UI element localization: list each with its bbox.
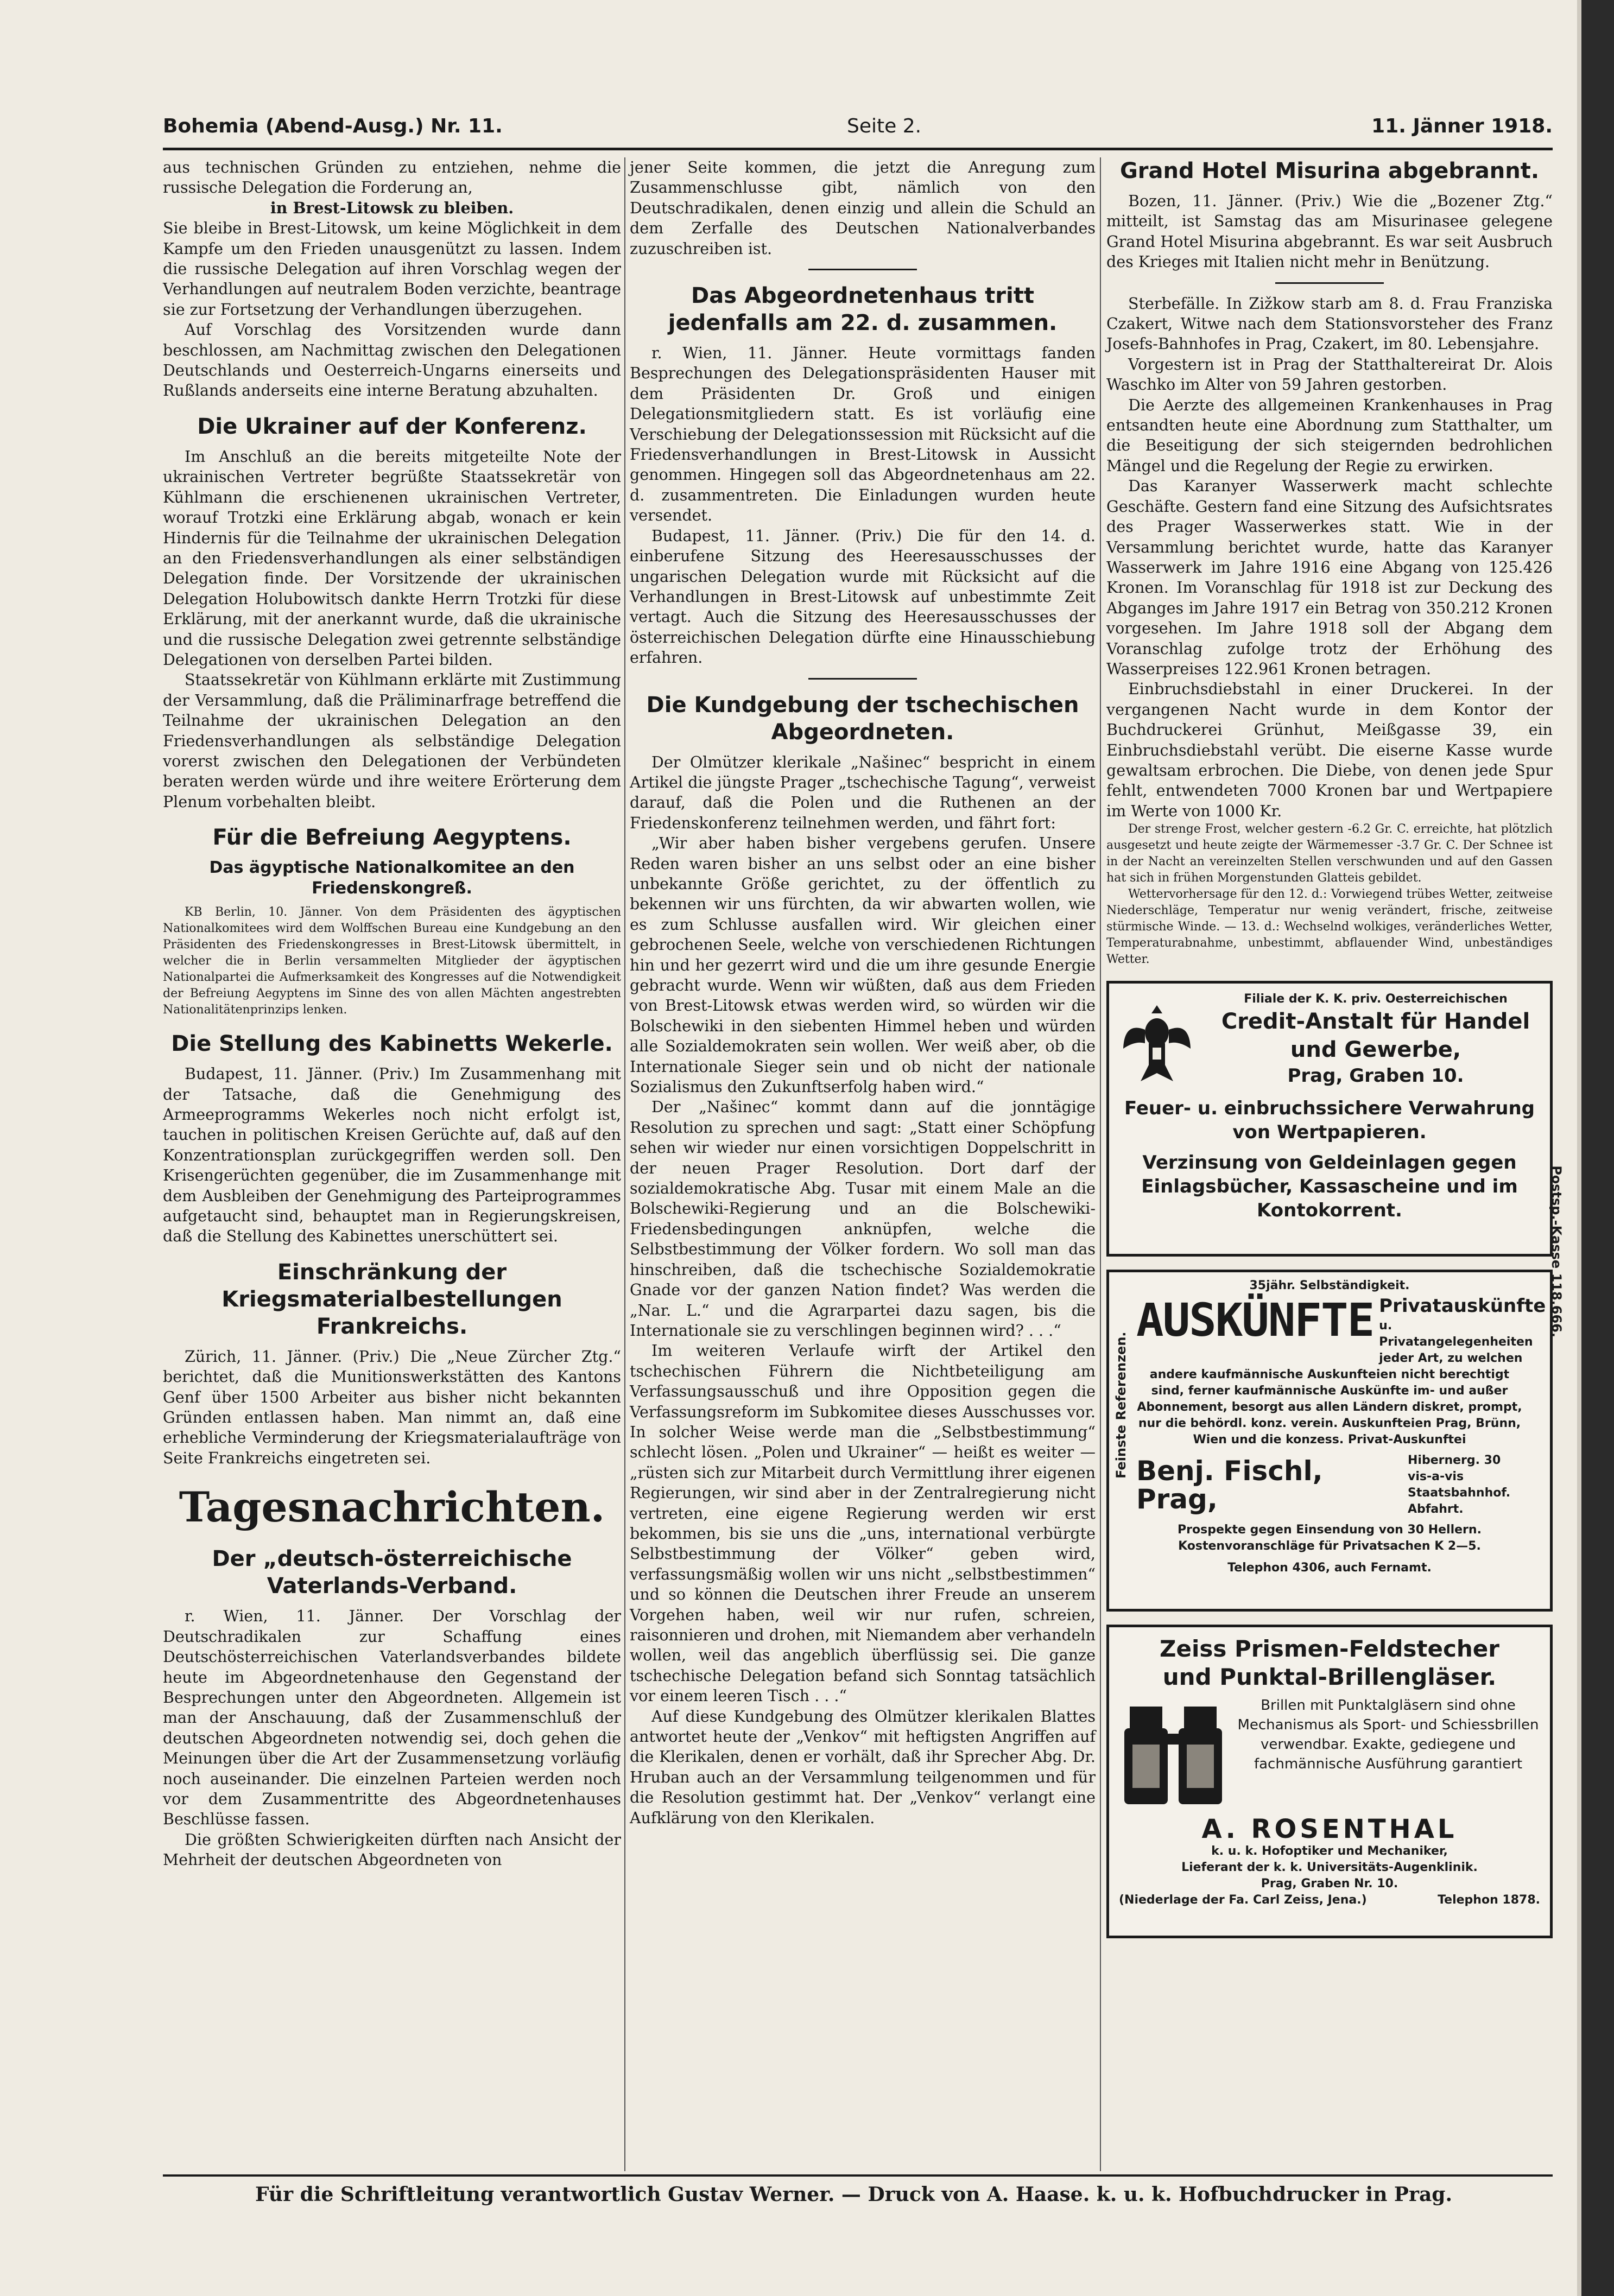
header-page-number: Seite 2. bbox=[847, 115, 922, 137]
ad-line: Filiale der K. K. priv. Oesterreichischen bbox=[1244, 992, 1508, 1006]
ad-line: Lieferant der k. k. Universitäts-Augenklinik. bbox=[1181, 1861, 1478, 1875]
headline-vaterlandsverband: Der „deutsch-österreichische Vaterlands-Verband. bbox=[212, 1546, 572, 1599]
column-2 bbox=[630, 157, 1096, 2171]
headline-abgeordnetenhaus: Das Abgeordnetenhaus tritt jedenfalls am 22. d. zusammen. bbox=[668, 283, 1058, 336]
ad-title: Zeiss Prismen-Feldstecher bbox=[1160, 1635, 1499, 1663]
article-text: Sterbefälle. In Zižkow starb am 8. d. Frau Franziska Czakert, Witwe nach dem Stationsvorsteher des Franz Josefs-Bahnhofes in Prag, Czakert, im 80. Lebensjahre. bbox=[1106, 294, 1553, 353]
article-text: KB Berlin, 10. Jänner. Von dem Präsidenten des ägyptischen Nationalkomitees wird dem Wolffschen Bureau eine Kundgebung an den Präsidenten des Friedenskongresses in Brest-Litowsk übermittelt, in welcher die in Berlin versammelten Mitglieder der ägyptischen Nationalpartei die Aufmerksamkeit des Kongresses auf die Notwendigkeit der Befreiung Aegyptens im Sinne des von allen Mächten angestrebten Nationalitätenprinzips lenken. bbox=[163, 905, 621, 1017]
article-text: Im Anschluß an die bereits mitgeteilte Note der ukrainischen Vertreter begrüßte Staatssekretär von Kühlmann die erschienenen ukrainischen Vertreter, worauf Trotzki eine Erklärung abgab, wonach er kein Hindernis für die Teilnahme der ukrainischen Delegation an den Friedensverhandlungen als einer selbständigen Delegation finde. Der Vorsitzende der ukrainischen Delegation Holubowitsch dankte Herrn Trotzki für diese Erklärung, mit der anerkannt wurde, daß die ukrainische und die russische Delegation zwei getrennte selbständige Delegationen von derselben Partei bilden. bbox=[163, 447, 621, 669]
ad-company-name: A. ROSENTHAL bbox=[1201, 1814, 1458, 1845]
ad-zeiss bbox=[1106, 1625, 1553, 1938]
ad-address: Prag, Graben 10. bbox=[1287, 1065, 1464, 1087]
section-title-tagesnachrichten: Tagesnachrichten. bbox=[179, 1483, 605, 1532]
article-text: Das Karanyer Wasserwerk macht schlechte Geschäfte. Gestern fand eine Sitzung des Aufsichtsrates des Prager Wasserwerkes statt. Wie in der Versammlung berichtet wurde, hatte das Karanyer Wasserwerk im Jahre 1916 eine Abgang von 125.426 Kronen. Im Voranschlag für 1918 ist zur Deckung des Abganges im Jahre 1917 ein Betrag von 350.212 Kronen vorgesehen. Im Jahre 1918 soll der Abgang dem Voranschlag zufolge trotz der Erhöhung des Wasserpreises 122.961 Kronen betragen. bbox=[1106, 477, 1553, 678]
separator bbox=[1275, 282, 1384, 284]
footer-rule bbox=[163, 2174, 1553, 2177]
ad-line: andere kaufmännische Auskunfteien nicht berechtigt sind, ferner kaufmännische Auskünfte im- und außer Abonnement, besorgt aus allen Ländern diskret, prompt, nur die behördl. konz. verein. Auskunfteien Prag, Brünn, Wien und die konzess. Privat-Auskunftei bbox=[1137, 1368, 1522, 1447]
article-text: Der „Našinec“ kommt dann auf die jonntägige Resolution zu sprechen und sagt: „Statt einer Schöpfung sehen wir wieder nur einen vorsichtigen Doppelschritt in der neuen Prager Resolution. Dort darf der sozialdemokratische Abg. Tusar mit einem Male an die Bolschewiki-Regierung und an die Bolschewiki-Friedensbedingungen anknüpfen, welche die Selbstbestimmung der Völker fordern. Wo soll man das hinschreiben, daß die tschechische Sozialdemokratie Gnade vor der ganzen Nation findet? Was werden die „Nar. L.“ und die Agrarpartei dazu sagen, bis die Internationale sie zu verschlingen beginnen wird? . . .“ bbox=[630, 1098, 1096, 1340]
article-text: Staatssekretär von Kühlmann erklärte mit Zustimmung der Versammlung, daß die Präliminarfrage betreffend die Teilnahme der ukrainischen Delegation an den Friedensverhandlungen als selbständige Delegation vorerst zwischen den Delegationen der Verbündeten beraten werden würde und ihre weitere Erörterung dem Plenum vorbehalten bleibt. bbox=[163, 671, 621, 811]
ad-line: Feuer- u. einbruchssichere Verwahrung von Wertpapieren. bbox=[1124, 1098, 1535, 1144]
ad-address: Hibernerg. 30 vis-a-vis Staatsbahnhof. Abfahrt. bbox=[1408, 1454, 1511, 1517]
column-divider-1 bbox=[624, 157, 625, 2171]
ad-subtitle: Privatauskünfte bbox=[1379, 1295, 1546, 1317]
headline-aegypten: Für die Befreiung Aegyptens. bbox=[212, 825, 572, 851]
column-1 bbox=[163, 157, 621, 2171]
headline-wekerle: Die Stellung des Kabinetts Wekerle. bbox=[171, 1031, 613, 1057]
page-header bbox=[163, 115, 1553, 148]
article-text: Die Aerzte des allgemeinen Krankenhauses in Prag entsandten heute eine Abordnung zum Statthalter, um die Beseitigung der sich steigernden bedrohlichen Mängel und die Regelung der Regie zu erwirken. bbox=[1106, 396, 1553, 475]
ad-telephone: Telephon 4306, auch Fernamt. bbox=[1227, 1561, 1432, 1575]
article-text: Sie bleibe in Brest-Litowsk, um keine Möglichkeit in dem Kampfe um den Frieden unausgenützt zu lassen. Indem die russische Delegation auf ihren Vorschlag wegen der Verhandlungen auf neutralem Boden verzichte, beantrage sie zur Fortsetzung der Verhandlungen überzugehen. bbox=[163, 219, 621, 319]
ad-title: und Punktal-Brillengläser. bbox=[1162, 1664, 1497, 1691]
article-text: jener Seite kommen, die jetzt die Anregung zum Zusammenschlusse gibt, nämlich von den Deutschradikalen, denen einzig und allein die Schuld an dem Zerfalle des Deutschen Nationalverbandes zuzuschreiben ist. bbox=[630, 158, 1096, 258]
ad-line: Verzinsung von Geldeinlagen gegen Einlagsbücher, Kassascheine und im Kontokorrent. bbox=[1141, 1152, 1518, 1222]
header-left: Bohemia (Abend-Ausg.) Nr. 11. bbox=[163, 115, 503, 137]
article-text: r. Wien, 11. Jänner. Heute vormittags fanden Besprechungen des Delegationspräsidenten Hauser mit dem Präsidenten Dr. Groß und einigen Delegationsmitgliedern statt. Es ist vorläufig eine Verschiebung der Delegationssession mit Rücksicht auf die Friedensverhandlungen in Brest-Litowsk in Aussicht genommen. Hingegen soll das Abgeordnetenhaus am 22. d. zusammentreten. Die Einladungen wurden heute versendet. bbox=[630, 344, 1096, 525]
scan-edge bbox=[1577, 0, 1581, 2296]
ad-vertical-left: Feinste Referenzen. bbox=[1113, 1331, 1129, 1479]
eagle-crest-icon bbox=[1119, 1000, 1195, 1087]
article-text: Zürich, 11. Jänner. (Priv.) Die „Neue Zürcher Ztg.“ berichtet, daß die Munitionswerkstätten des Kantons Genf über 1500 Arbeiter aus bisher nicht bekannten Gründen entlassen haben. Man nimmt an, daß eine erhebliche Verminderung der Kriegsmaterialaufträge von Seite Frankreichs eingetreten sei. bbox=[163, 1347, 621, 1467]
article-text: Budapest, 11. Jänner. (Priv.) Die für den 14. d. einberufene Sitzung des Heeresausschusses der ungarischen Delegation wurde mit Rücksicht auf die Verhandlungen in Brest-Litowsk auf unbestimmte Zeit vertagt. Auch die Sitzung des Heeresausschusses der österreichischen Delegation dürfte eine Hinausschiebung erfahren. bbox=[630, 527, 1096, 667]
article-text: Im weiteren Verlaufe wirft der Artikel den tschechischen Führern die Nichtbeteiligung am Verfassungsausschuß und ihre Opposition gegen die Verfassungsreform im Subkomitee dieses Ausschusses vor. In solcher Weise werde man die „Selbstbestimmung“ schlecht lösen. „Polen und Ukrainer“ — heißt es weiter — „rüsten sich zur Mitarbeit durch Vermittlung ihrer eigenen Regierungen, wir sind aber in der Zentralregierung nicht vertreten, eine eigene Regierung werden wir erst bekommen, bis sie uns die „uns, international verbürgte Selbstbestimmung der Völker“ geben wird, verfassungsmäßig wollen wir uns nicht „selbstbestimmen“ und so können die Deutschen ihrer Freude an unserem Vorgehen haben, weil wir nur rufen, schreien, raisonnieren und drohen, mit Niemandem aber verhandeln wollen, weil das angeblich überflüssig sei. Die ganze tschechische Delegation befand sich Sonntag tatsächlich vor einem leeren Tisch . . .“ bbox=[630, 1342, 1096, 1705]
ad-vertical-right: Postsp.-Kasse 118.666. bbox=[1549, 1165, 1564, 1338]
ad-title: Credit-Anstalt für Handel und Gewerbe, bbox=[1221, 1009, 1530, 1063]
article-text: aus technischen Gründen zu entziehen, nehme die russische Delegation die Forderung an, bbox=[163, 158, 621, 197]
ad-description: Brillen mit Punktalgläsern sind ohne Mechanismus als Sport- und Schiessbrillen verwendbar. Exakte, gediegene und fachmännische Ausführung garantiert bbox=[1237, 1697, 1539, 1773]
page-footer: Für die Schriftleitung verantwortlich Gustav Werner. — Druck von A. Haase. k. u. k. Hofbuchdrucker in Prag. bbox=[255, 2183, 1452, 2206]
article-text: Wettervorhersage für den 12. d.: Vorwiegend trübes Wetter, zeitweise Niederschläge, Temperatur nur wenig verändert, frische, zeitweise stürmische Winde. — 13. d.: Wechselnd wolkiges, veränderliches Wetter, Temperaturabnahme, unbestimmt, abflauender Wind, unbeständiges Wetter. bbox=[1106, 887, 1553, 967]
headline-ukrainer: Die Ukrainer auf der Konferenz. bbox=[197, 414, 587, 439]
ad-telephone: Telephon 1878. bbox=[1438, 1893, 1540, 1907]
ad-line: k. u. k. Hofoptiker und Mechaniker, bbox=[1211, 1844, 1448, 1859]
headline-tschechen: Die Kundgebung der tschechischen Abgeordneten. bbox=[646, 692, 1079, 745]
separator bbox=[808, 269, 917, 270]
article-text: Auf diese Kundgebung des Olmützer klerikalen Blattes antwortet heute der „Venkov“ mit heftigsten Angriffen auf die Klerikalen, denen er vorhält, daß ihr Sprecher Abg. Dr. Hruban auch an der Versammlung teilgenommen und für die Resolution gestimmt hat. Der „Venkov“ verlangt eine Aufklärung von den Klerikalen. bbox=[630, 1707, 1096, 1827]
header-date: 11. Jänner 1918. bbox=[1371, 115, 1553, 137]
article-text: r. Wien, 11. Jänner. Der Vorschlag der Deutschradikalen zur Schaffung eines Deutschösterreichischen Vaterlandsverbandes bildete heute im Abgeordnetenhause den Gegenstand der Besprechungen unter den Abgeordneten. Allgemein ist man der Anschauung, daß der Zusammenschluß der deutschen Abgeordneten notwendig sei, doch gehen die Meinungen über die Art der Zusammensetzung vorläufig noch auseinander. Die einzelnen Parteien werden noch vor dem Zusammentritte des Abgeordnetenhauses Beschlüsse fassen. bbox=[163, 1607, 621, 1829]
ad-credit-anstalt bbox=[1106, 981, 1553, 1257]
scan-border bbox=[1581, 0, 1614, 2296]
article-text: Der Olmützer klerikale „Našinec“ bespricht in einem Artikel die jüngste Prager „tschechische Tagung“, verweist darauf, daß die Polen und die Ruthenen an der Friedenskonferenz teilnehmen werden, und fährt fort: bbox=[630, 753, 1096, 832]
ad-line: 35jähr. Selbständigkeit. bbox=[1249, 1279, 1410, 1293]
ad-line: Prospekte gegen Einsendung von 30 Hellern. Kostenvoranschläge für Privatsachen K 2—5. bbox=[1178, 1523, 1482, 1553]
subheadline-aegypten: Das ägyptische Nationalkomitee an den Friedenskongreß. bbox=[209, 858, 575, 898]
article-text: Vorgestern ist in Prag der Statthaltereirat Dr. Alois Waschko im Alter von 59 Jahren gestorben. bbox=[1106, 355, 1553, 394]
binoculars-icon bbox=[1119, 1696, 1227, 1815]
article-text: Bozen, 11. Jänner. (Priv.) Wie die „Bozener Ztg.“ mitteilt, ist Samstag das am Misurinasee gelegene Grand Hotel Misurina abgebrannt. Es war seit Ausbruch des Krieges mit Italien nicht mehr in Benützung. bbox=[1106, 192, 1553, 271]
ad-address: Prag, Graben Nr. 10. bbox=[1261, 1877, 1398, 1891]
article-text: Budapest, 11. Jänner. (Priv.) Im Zusammenhang mit der Tatsache, daß die Genehmigung des Armeeprogramms Wekerles noch nicht erfolgt ist, tauchen in politischen Kreisen Gerüchte auf, daß auf den Konzentrationsplan zurückgegriffen werden soll. Den Krisengerüchten gegenüber, die im Zusammenhange mit dem Ausbleiben der Genehmigung des Parteiprogrammes aufgetaucht sind, behauptet man in Regierungskreisen, daß die Stellung des Kabinettes unerschüttert sei. bbox=[163, 1065, 621, 1246]
ad-company-name: Benj. Fischl, Prag, bbox=[1136, 1455, 1323, 1515]
article-text: Die größten Schwierigkeiten dürften nach Ansicht der Mehrheit der deutschen Abgeordneten von bbox=[163, 1830, 621, 1869]
headline-kriegsmaterial: Einschränkung der Kriegsmaterialbestellungen Frankreichs. bbox=[221, 1259, 562, 1339]
article-text: Auf Vorschlag des Vorsitzenden wurde dann beschlossen, am Nachmittag zwischen den Delegationen Deutschlands und Oesterreich-Ungarns einerseits und Rußlands anderseits eine interne Beratung abzuhalten. bbox=[163, 321, 621, 400]
column-divider-2 bbox=[1100, 157, 1101, 2171]
header-rule bbox=[163, 148, 1553, 150]
separator bbox=[808, 678, 917, 680]
column-3 bbox=[1106, 157, 1564, 2171]
headline-hotel: Grand Hotel Misurina abgebrannt. bbox=[1119, 158, 1540, 183]
ad-line: (Niederlage der Fa. Carl Zeiss, Jena.) bbox=[1119, 1893, 1367, 1907]
ad-title: AUSKÜNFTE bbox=[1136, 1293, 1374, 1347]
article-text: Einbruchsdiebstahl in einer Druckerei. In der vergangenen Nacht wurde in dem Kontor der Buchdruckerei Grünhut, Meißgasse 39, ein Einbruchsdiebstahl verübt. Die eiserne Kasse wurde gewaltsam erbrochen. Die Diebe, von denen jede Spur fehlt, entwendeten 7000 Kronen bar und Wertpapiere im Werte von 1000 Kr. bbox=[1106, 680, 1553, 820]
ad-line: u. Privatangelegenheiten jeder Art, zu welchen bbox=[1379, 1319, 1533, 1366]
article-text: in Brest-Litowsk zu bleiben. bbox=[270, 198, 514, 217]
article-text: „Wir aber haben bisher vergebens gerufen. Unsere Reden waren bisher an uns selbst oder an eine bisher unbekannte Größe gerichtet, zu der öffentlich zu bekennen wir uns fürchten, da wir abwarten wollen, wie es zum Schlusse ausfallen wird. Wir gleichen einer gebrochenen Seele, welche von verschiedenen Richtungen hin und her gezerrt wird und die um ihre gesunde Energie gebracht wurde. Wenn wir wüßten, daß aus dem Frieden von Brest-Litowsk etwas werden wird, so würden wir die Bolschewiki in den siebenten Himmel heben und würden alle Sozialdemokraten sein wollen. Wer weiß aber, ob die Internationale Sieger sein und ob nicht der nationale Sozialismus den Zukunftserfolg haben wird.“ bbox=[630, 834, 1096, 1096]
article-text: Der strenge Frost, welcher gestern -6.2 Gr. C. erreichte, hat plötzlich ausgesetzt und heute zeigte der Wärmemesser -3.7 Gr. C. Der Schnee ist in der Nacht an vereinzelten Stellen verschwunden und auf den Gassen hat sich in frühen Morgenstunden Glatteis gebildet. bbox=[1106, 822, 1553, 885]
